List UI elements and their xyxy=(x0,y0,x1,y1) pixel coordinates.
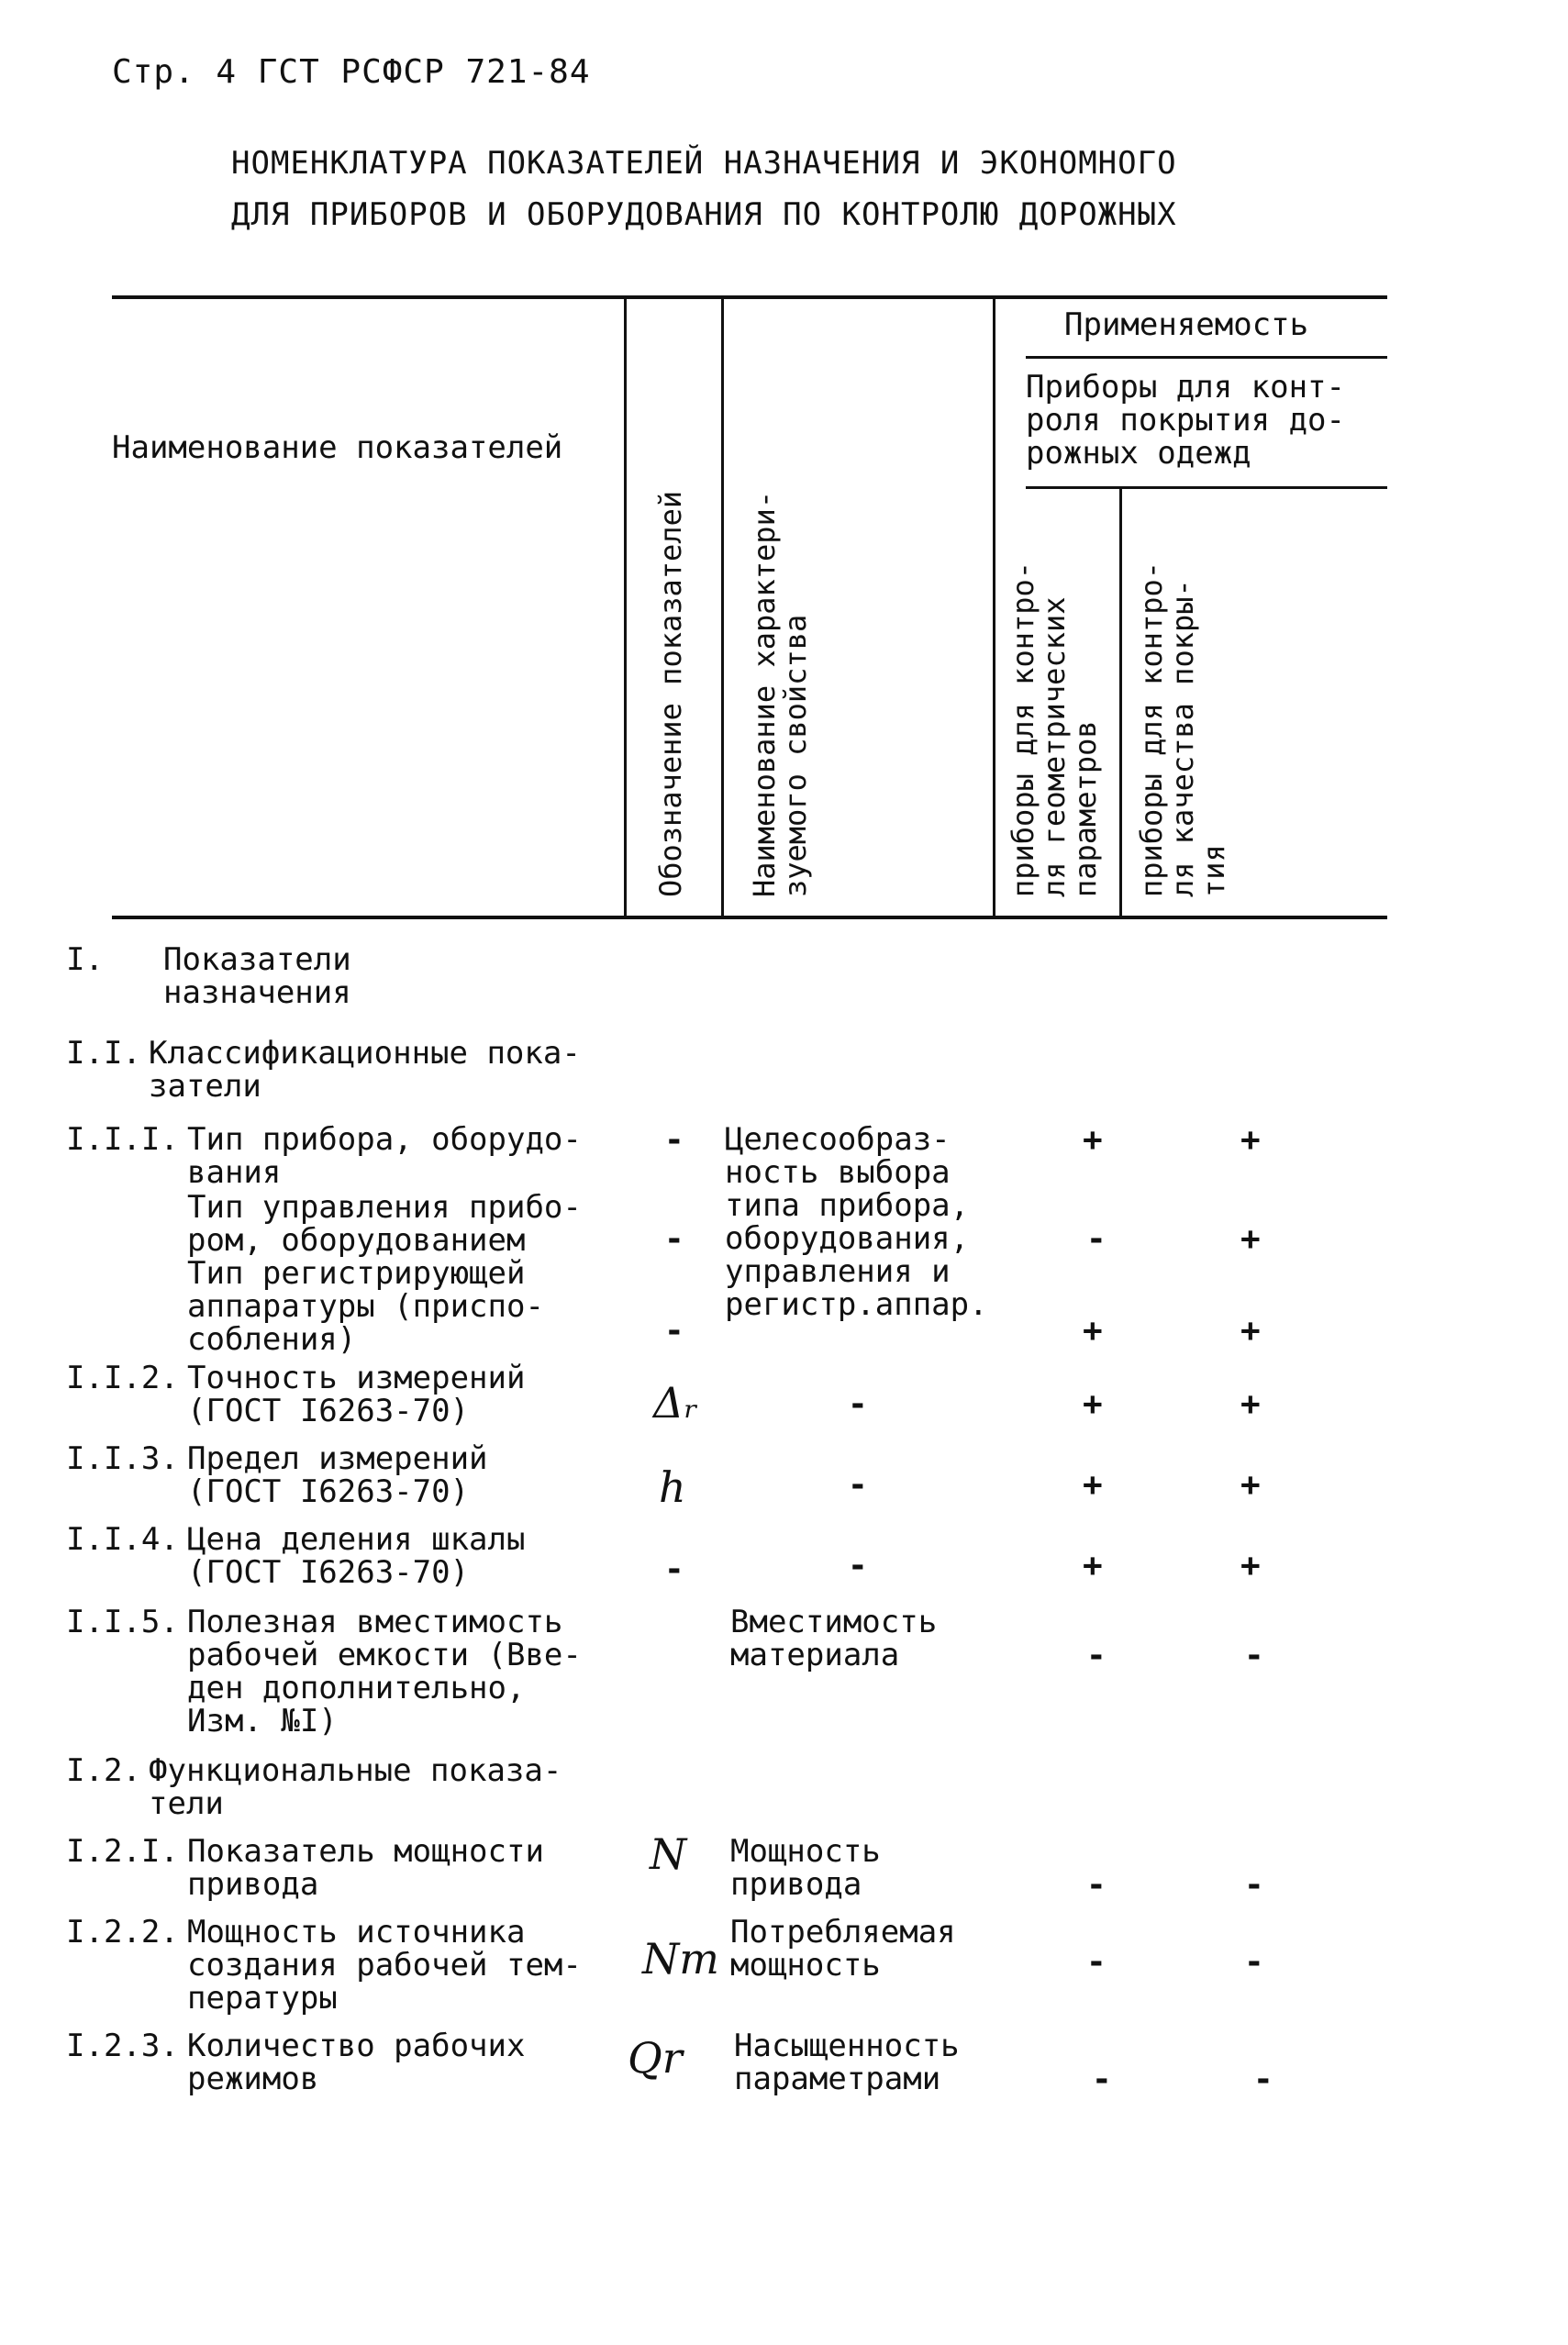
row-symbol: - xyxy=(664,1312,684,1350)
row-symbol: Δᵣ xyxy=(653,1378,699,1428)
row-name: Количество рабочих режимов xyxy=(187,2028,526,2097)
row-name: Тип регистрирующей аппаратуры (приспо- собления) xyxy=(187,1255,544,1358)
row-quality-mark: - xyxy=(1244,1866,1264,1904)
instruments-rule xyxy=(1026,486,1387,489)
row-property: - xyxy=(848,1385,868,1423)
row-geom-mark: - xyxy=(1086,1866,1106,1904)
col-divider-3 xyxy=(993,297,995,916)
row-symbol: - xyxy=(664,1550,684,1588)
row-number: I.I.4. xyxy=(66,1521,179,1558)
row-quality-mark: + xyxy=(1240,1220,1261,1258)
row-number: I.2.3. xyxy=(66,2028,179,2064)
row-symbol: Nт xyxy=(642,1934,719,1984)
col-divider-2 xyxy=(721,297,724,916)
row-number: I. xyxy=(66,941,104,978)
row-name: Тип прибора, оборудо- вания xyxy=(187,1121,582,1191)
row-geom-mark: - xyxy=(1092,2061,1112,2098)
row-property: Насыщенность параметрами xyxy=(734,2028,960,2097)
row-quality-mark: + xyxy=(1240,1466,1261,1504)
row-geom-mark: + xyxy=(1083,1312,1103,1350)
row-property: Вместимость материала xyxy=(730,1604,938,1673)
row-geom-mark: + xyxy=(1083,1385,1103,1423)
row-number: I.I.3. xyxy=(66,1440,179,1477)
row-quality-mark: + xyxy=(1240,1547,1261,1584)
row-property: Мощность привода xyxy=(730,1833,881,1903)
row-name: Полезная вместимость рабочей емкости (Вве- ден дополнительно, Изм. №I) xyxy=(187,1604,582,1739)
row-number: I.I.5. xyxy=(66,1604,179,1640)
row-property: - xyxy=(848,1466,868,1504)
header-quality: приборы для контро- ля качества покры- тия xyxy=(1134,561,1231,897)
row-number: I.2.I. xyxy=(66,1833,179,1870)
header-instruments: Приборы для конт- роля покрытия до- рожных одежд xyxy=(1026,369,1345,472)
row-number: I.2.2. xyxy=(66,1914,179,1950)
header-name: Наименование показателей xyxy=(112,429,563,466)
row-geom-mark: - xyxy=(1086,1943,1106,1981)
row-quality-mark: + xyxy=(1240,1121,1261,1159)
row-geom-mark: + xyxy=(1083,1121,1103,1159)
row-property: - xyxy=(848,1547,868,1584)
row-name: Функциональные показа- тели xyxy=(149,1752,562,1822)
applicability-rule xyxy=(1026,356,1387,359)
row-quality-mark: - xyxy=(1244,1943,1264,1981)
row-property: Потребляемая мощность xyxy=(730,1914,956,1984)
header-property: Наименование характери- зуемого свойства xyxy=(747,490,813,897)
header-bottom-rule xyxy=(112,916,1387,919)
row-property: Целесообраз- ность выбора типа прибора, оборудования, управления и регистр.аппар. xyxy=(725,1121,988,1323)
row-geom-mark: - xyxy=(1086,1220,1106,1258)
row-name: Классификационные пока- затели xyxy=(149,1035,581,1105)
row-number: I.2. xyxy=(66,1752,141,1789)
header-applicability: Применяемость xyxy=(1064,306,1309,343)
row-quality-mark: + xyxy=(1240,1385,1261,1423)
table-top-rule xyxy=(112,295,1387,299)
row-symbol: Qr xyxy=(628,2033,683,2083)
row-name: Показатель мощности привода xyxy=(187,1833,544,1903)
row-geom-mark: + xyxy=(1083,1547,1103,1584)
row-number: I.I.2. xyxy=(66,1360,179,1396)
title-line-1: НОМЕНКЛАТУРА ПОКАЗАТЕЛЕЙ НАЗНАЧЕНИЯ И ЭКОНОМНОГО xyxy=(231,145,1177,182)
row-symbol: - xyxy=(664,1121,684,1159)
row-number: I.I.I. xyxy=(66,1121,179,1158)
header-designation: Обозначение показателей xyxy=(653,490,688,897)
row-geom-mark: + xyxy=(1083,1466,1103,1504)
row-name: Точность измерений (ГОСТ I6263-70) xyxy=(187,1360,526,1429)
row-quality-mark: - xyxy=(1244,1637,1264,1674)
row-geom-mark: - xyxy=(1086,1637,1106,1674)
row-symbol: h xyxy=(659,1462,686,1512)
row-name: Показатели назначения xyxy=(163,941,351,1011)
row-name: Тип управления прибо- ром, оборудованием xyxy=(187,1189,582,1259)
row-name: Цена деления шкалы (ГОСТ I6263-70) xyxy=(187,1521,526,1591)
row-number: I.I. xyxy=(66,1035,141,1072)
row-symbol: - xyxy=(664,1220,684,1258)
row-quality-mark: + xyxy=(1240,1312,1261,1350)
title-line-2: ДЛЯ ПРИБОРОВ И ОБОРУДОВАНИЯ ПО КОНТРОЛЮ ДОРОЖНЫХ xyxy=(231,196,1177,233)
header-geom: приборы для контро- ля геометрических параметров xyxy=(1006,561,1103,897)
page-header: Стр. 4 ГСТ РСФСР 721-84 xyxy=(112,53,591,91)
col-divider-4 xyxy=(1119,488,1122,916)
col-divider-1 xyxy=(624,297,627,916)
row-name: Предел измерений (ГОСТ I6263-70) xyxy=(187,1440,488,1510)
row-name: Мощность источника создания рабочей тем- пературы xyxy=(187,1914,582,2017)
row-symbol: N xyxy=(650,1829,687,1879)
row-quality-mark: - xyxy=(1253,2061,1273,2098)
